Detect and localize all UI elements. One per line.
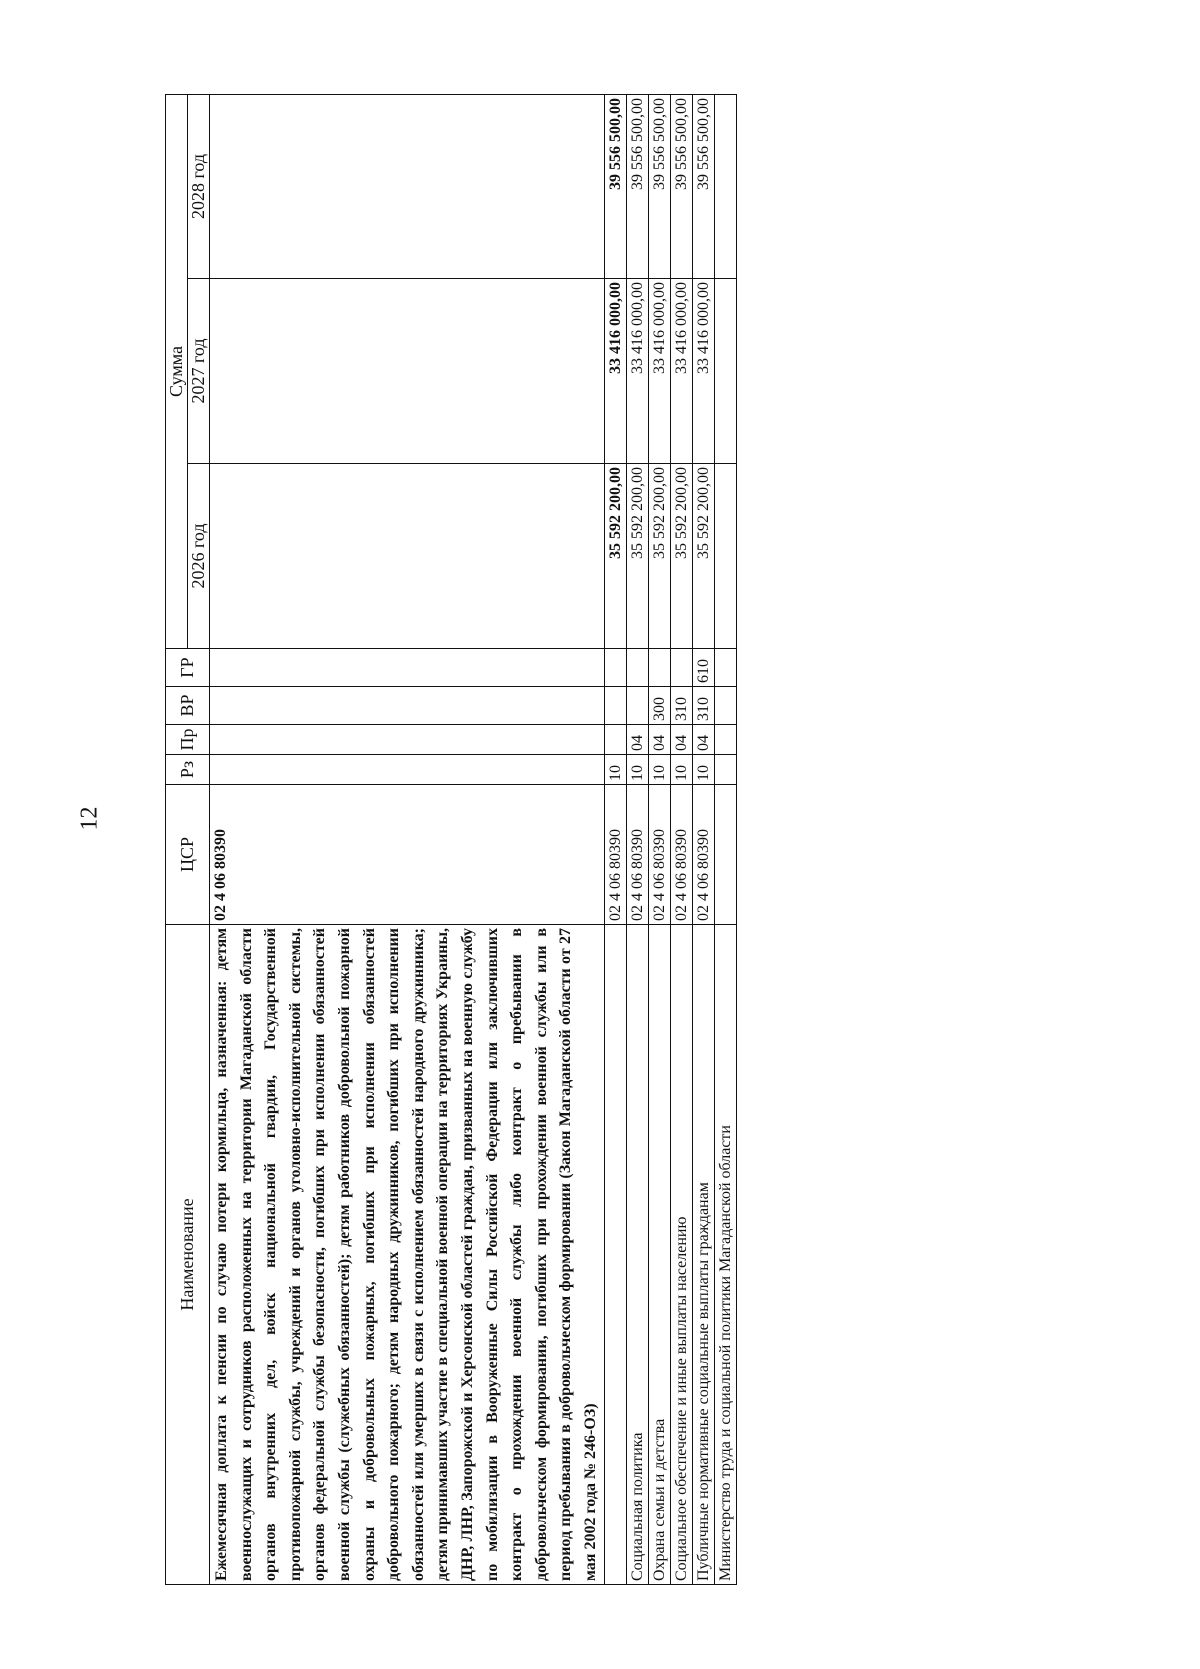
row-2028: 39 556 500,00 [626, 94, 648, 278]
row-pr: 04 [692, 725, 714, 755]
row-2027: 33 416 000,00 [670, 279, 692, 464]
row-2026: 35 592 200,00 [670, 464, 692, 649]
row-csr: 02 4 06 80390 [670, 785, 692, 925]
rotated-table-container [165, 95, 1065, 1585]
row-2027 [210, 279, 605, 464]
row-pr: 04 [648, 725, 670, 755]
row-vr: 310 [692, 687, 714, 725]
row-2028: 39 556 500,00 [648, 94, 670, 278]
row-2027: 33 416 000,00 [692, 279, 714, 464]
budget-table [165, 94, 737, 1585]
header-name: Наименование [166, 925, 210, 1585]
row-rz [210, 755, 605, 785]
row-csr [714, 785, 736, 925]
row-2026: 35 592 200,00 [604, 464, 626, 649]
row-csr: 02 4 06 80390 [648, 785, 670, 925]
table-row [626, 94, 648, 1584]
row-2026: 35 592 200,00 [648, 464, 670, 649]
header-vr: ВР [166, 687, 210, 725]
row-2028 [714, 94, 736, 278]
row-2026: 35 592 200,00 [626, 464, 648, 649]
row-csr: 02 4 06 80390 [692, 785, 714, 925]
row-name: Публичные нормативные социальные выплаты гражданам [692, 925, 714, 1585]
row-gr [670, 649, 692, 687]
row-vr [604, 687, 626, 725]
row-gr [210, 649, 605, 687]
header-gr: ГР [166, 649, 210, 687]
row-name: Ежемесячная доплата к пенсии по случаю потери кормильца, назначенная: детям военнослужащих и сотрудников расположенных на территории Магаданской области органов внутренних дел, войск национальной гвардии, Государственной противопожарной службы, учреждений и органов уголовно-исполнительной системы, органов федеральной службы безопасности, погибших при исполнении обязанностей военной службы (служебных обязанностей); детям работников добровольной пожарной охраны и добровольных пожарных, погибших при исполнении обязанностей добровольного пожарного; детям народных дружинников, погибших при исполнении обязанностей или умерших в связи с исполнением обязанностей народного дружинника; детям принимавших участие в специальной военной операции на территориях Украины, ДНР, ЛНР, Запорожской и Херсонской областей граждан, призванных на военную службу по мобилизации в Вооруженные Силы Российской Федерации или заключивших контракт о прохождении военной службы либо контракт о пребывании в добровольческом формировании, погибших при прохождении военной службы или в период пребывания в добровольческом формировании (Закон Магаданской области от 27 мая 2002 года № 246-ОЗ) [210, 925, 605, 1585]
row-vr [210, 687, 605, 725]
row-2027 [714, 279, 736, 464]
row-rz: 10 [670, 755, 692, 785]
row-name: Социальная политика [626, 925, 648, 1585]
header-2026: 2026 год [188, 464, 210, 649]
table-row [604, 94, 626, 1584]
row-rz [714, 755, 736, 785]
header-2027: 2027 год [188, 279, 210, 464]
row-2028: 39 556 500,00 [604, 94, 626, 278]
header-rz: Рз [166, 755, 210, 785]
row-gr [604, 649, 626, 687]
header-pr: Пр [166, 725, 210, 755]
table-row [648, 94, 670, 1584]
row-vr: 310 [670, 687, 692, 725]
row-2026: 35 592 200,00 [692, 464, 714, 649]
row-name [604, 925, 626, 1585]
row-name: Социальное обеспечение и иные выплаты населению [670, 925, 692, 1585]
row-pr [210, 725, 605, 755]
row-vr [714, 687, 736, 725]
row-pr: 04 [670, 725, 692, 755]
row-2027: 33 416 000,00 [604, 279, 626, 464]
row-csr: 02 4 06 80390 [604, 785, 626, 925]
row-pr [604, 725, 626, 755]
row-2026 [714, 464, 736, 649]
row-gr [648, 649, 670, 687]
row-rz: 10 [648, 755, 670, 785]
row-2026 [210, 464, 605, 649]
row-rz: 10 [604, 755, 626, 785]
row-pr: 04 [626, 725, 648, 755]
row-2027: 33 416 000,00 [626, 279, 648, 464]
table-row [210, 94, 605, 1584]
row-2028 [210, 94, 605, 278]
row-csr: 02 4 06 80390 [210, 785, 605, 925]
header-2028: 2028 год [188, 94, 210, 278]
table-row [692, 94, 714, 1584]
row-pr [714, 725, 736, 755]
row-vr [626, 687, 648, 725]
row-name: Охрана семьи и детства [648, 925, 670, 1585]
page-number: 12 [76, 806, 103, 831]
row-2028: 39 556 500,00 [692, 94, 714, 278]
row-2028: 39 556 500,00 [670, 94, 692, 278]
row-gr [626, 649, 648, 687]
row-gr [714, 649, 736, 687]
row-gr: 610 [692, 649, 714, 687]
header-sum: Сумма [166, 94, 188, 648]
row-csr: 02 4 06 80390 [626, 785, 648, 925]
header-csr: ЦСР [166, 785, 210, 925]
header-row [166, 94, 188, 1584]
table-row [714, 94, 736, 1584]
row-name: Министерство труда и социальной политики Магаданской области [714, 925, 736, 1585]
table-row [670, 94, 692, 1584]
row-vr: 300 [648, 687, 670, 725]
row-rz: 10 [626, 755, 648, 785]
row-2027: 33 416 000,00 [648, 279, 670, 464]
row-rz: 10 [692, 755, 714, 785]
